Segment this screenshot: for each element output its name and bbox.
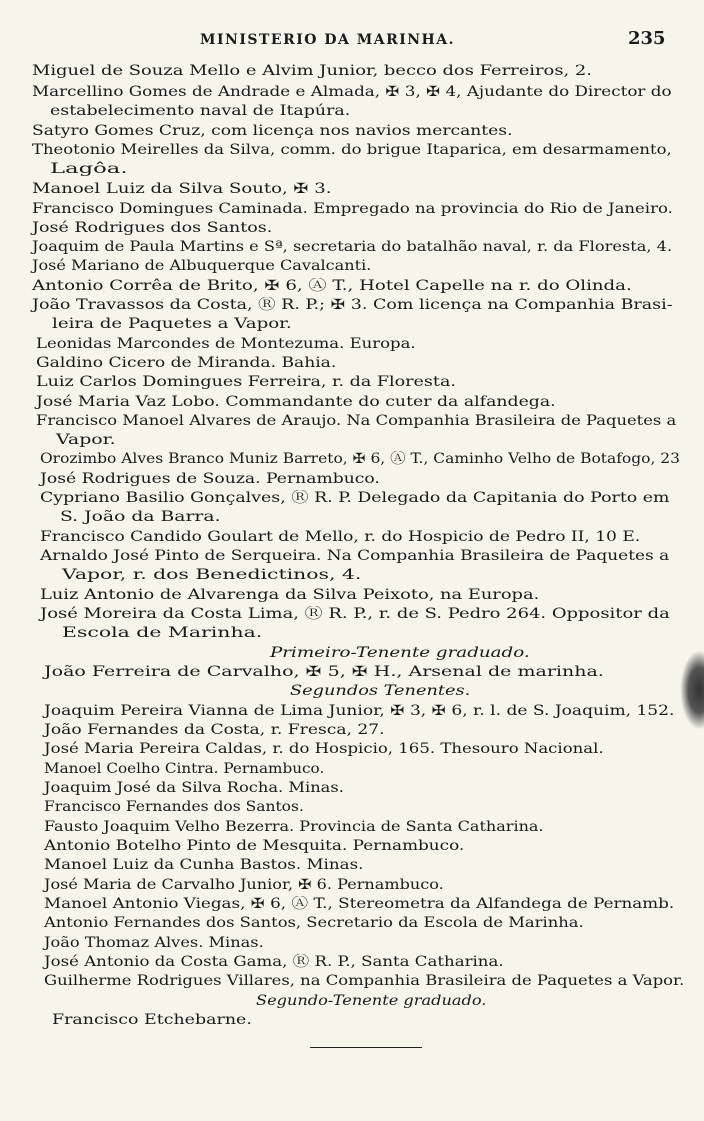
list-item: Satyro Gomes Cruz, com licença nos navios mercantes. — [32, 123, 513, 139]
list-item: José Maria Pereira Caldas, r. do Hospicio, 165. Thesouro Nacional. — [44, 741, 604, 757]
list-item: Joaquim Pereira Vianna de Lima Junior, ✠ 3, ✠ 6, r. l. de S. Joaquim, 152. — [44, 703, 675, 719]
page-edge-shadow — [680, 650, 704, 730]
list-item: Antonio Botelho Pinto de Mesquita. Pernambuco. — [44, 838, 465, 854]
end-rule — [310, 1047, 422, 1048]
list-item-continuation: Vapor, r. dos Benedictinos, 4. — [62, 567, 362, 583]
list-item: Manoel Antonio Viegas, ✠ 6, Ⓐ T., Stereometra da Alfandega de Pernamb. — [44, 896, 675, 912]
list-item: Joaquim José da Silva Rocha. Minas. — [44, 780, 344, 796]
list-item: Francisco Domingues Caminada. Empregado na provincia do Rio de Janeiro. — [32, 201, 673, 217]
list-item: José Rodrigues dos Santos. — [32, 220, 273, 236]
running-title: MINISTERIO DA MARINHA. — [200, 32, 456, 48]
list-item: Luiz Antonio de Alvarenga da Silva Peixoto, na Europa. — [40, 587, 540, 603]
list-item: José Mariano de Albuquerque Cavalcanti. — [32, 258, 372, 274]
list-item: João Travassos da Costa, Ⓡ R. P.; ✠ 3. Com licença na Companhia Brasi- — [32, 297, 673, 313]
list-item: Theotonio Meirelles da Silva, comm. do brigue Itaparica, em desarmamento, — [32, 142, 672, 158]
list-item: Galdino Cicero de Miranda. Bahia. — [36, 355, 337, 371]
list-item: José Moreira da Costa Lima, Ⓡ R. P., r. de S. Pedro 264. Oppositor da — [40, 606, 670, 622]
list-item: Fausto Joaquim Velho Bezerra. Provincia de Santa Catharina. — [44, 819, 544, 835]
page-number: 235 — [628, 28, 666, 49]
page-header — [0, 28, 704, 54]
list-item: Francisco Fernandes dos Santos. — [44, 799, 304, 815]
list-item: João Fernandes da Costa, r. Fresca, 27. — [44, 722, 385, 738]
list-item: Marcellino Gomes de Andrade e Almada, ✠ 3, ✠ 4, Ajudante do Director do — [32, 84, 672, 100]
list-item: Leonidas Marcondes de Montezuma. Europa. — [36, 336, 416, 352]
list-item: Guilherme Rodrigues Villares, na Companhia Brasileira de Paquetes a Vapor. — [44, 973, 685, 989]
section-heading: Primeiro-Tenente graduado. — [270, 645, 530, 661]
list-item: Manoel Coelho Cintra. Pernambuco. — [44, 761, 325, 777]
list-item: Joaquim de Paula Martins e Sª, secretaria do batalhão naval, r. da Floresta, 4. — [32, 239, 673, 255]
list-item-continuation: Lagôa. — [50, 161, 128, 177]
list-item-continuation: leira de Paquetes a Vapor. — [52, 316, 292, 332]
list-item: Antonio Corrêa de Brito, ✠ 6, Ⓐ T., Hotel Capelle na r. do Olinda. — [32, 278, 632, 294]
list-item: José Maria de Carvalho Junior, ✠ 6. Pernambuco. — [44, 877, 444, 893]
list-item: Antonio Fernandes dos Santos, Secretario da Escola de Marinha. — [44, 915, 584, 931]
list-item: Orozimbo Alves Branco Muniz Barreto, ✠ 6, Ⓐ T., Caminho Velho de Botafogo, 23 — [40, 451, 680, 467]
list-item-continuation: estabelecimento naval de Itapúra. — [50, 103, 351, 119]
list-item: Francisco Etchebarne. — [52, 1012, 252, 1028]
list-item: José Maria Vaz Lobo. Commandante do cuter da alfandega. — [36, 394, 556, 410]
list-item: Manoel Luiz da Cunha Bastos. Minas. — [44, 857, 364, 873]
list-item: Arnaldo José Pinto de Serqueira. Na Companhia Brasileira de Paquetes a — [40, 548, 670, 564]
list-item: Cypriano Basilio Gonçalves, Ⓡ R. P. Delegado da Capitania do Porto em — [40, 490, 670, 506]
section-heading: Segundos Tenentes. — [290, 683, 471, 699]
list-item-continuation: S. João da Barra. — [60, 509, 221, 525]
section-heading: Segundo-Tenente graduado. — [256, 993, 487, 1009]
list-item-continuation: Escola de Marinha. — [62, 625, 263, 641]
list-item: Francisco Candido Goulart de Mello, r. do Hospicio de Pedro II, 10 E. — [40, 529, 641, 545]
list-item: João Thomaz Alves. Minas. — [44, 935, 264, 951]
list-item: Luiz Carlos Domingues Ferreira, r. da Floresta. — [36, 374, 456, 390]
list-item-continuation: Vapor. — [56, 432, 116, 448]
list-item: João Ferreira de Carvalho, ✠ 5, ✠ H., Arsenal de marinha. — [44, 664, 604, 680]
list-item: José Antonio da Costa Gama, Ⓡ R. P., Santa Catharina. — [44, 954, 504, 970]
list-item: Miguel de Souza Mello e Alvim Junior, becco dos Ferreiros, 2. — [32, 63, 592, 79]
list-item: Manoel Luiz da Silva Souto, ✠ 3. — [32, 181, 332, 197]
list-item: Francisco Manoel Alvares de Araujo. Na Companhia Brasileira de Paquetes a — [36, 413, 677, 429]
list-item: José Rodrigues de Souza. Pernambuco. — [40, 471, 380, 487]
